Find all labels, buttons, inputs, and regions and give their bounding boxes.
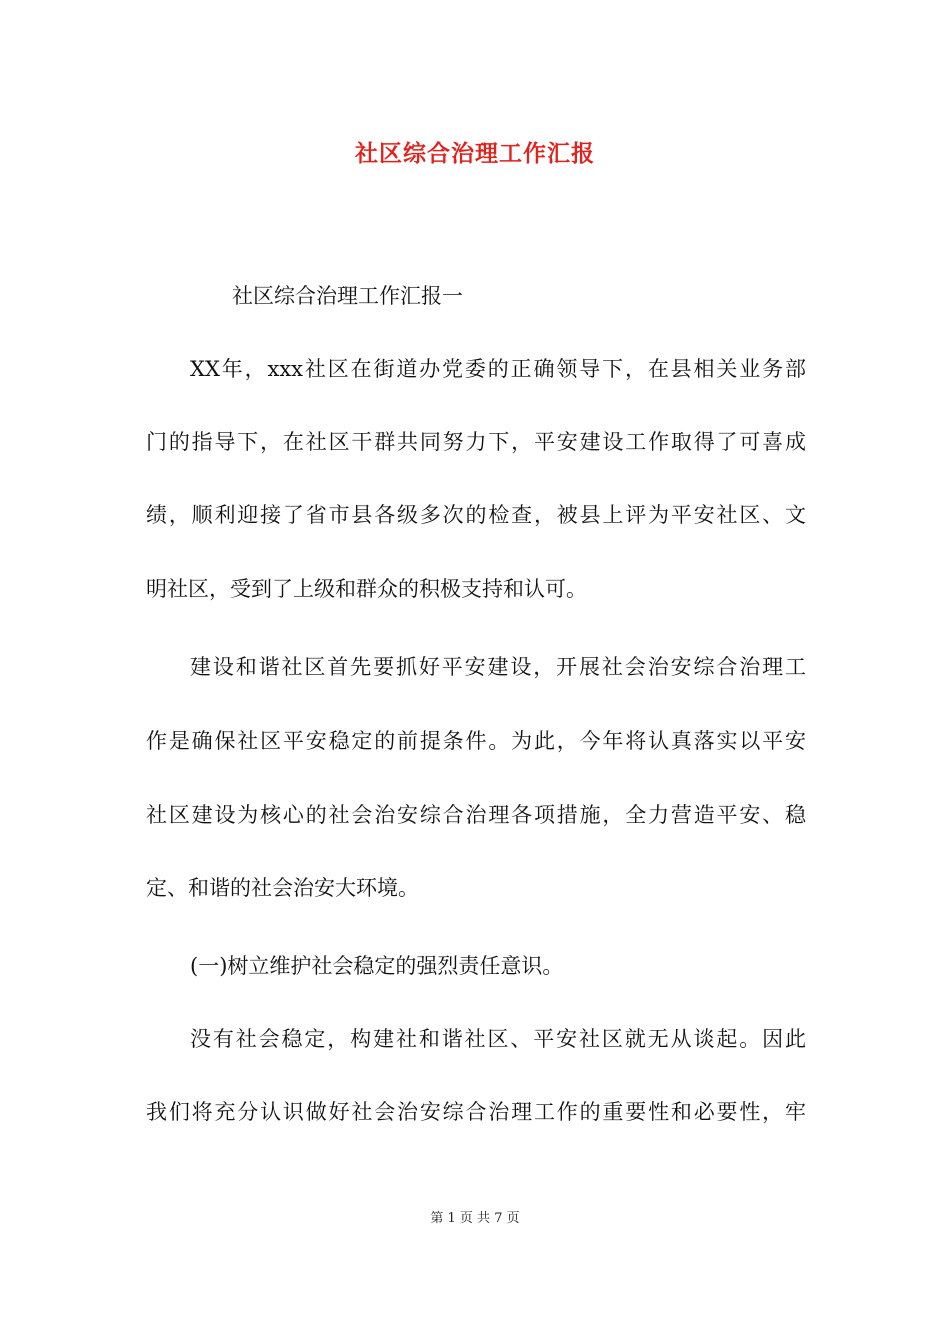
section-subtitle: 社区综合治理工作汇报一 bbox=[232, 284, 463, 308]
paragraph-line: 没有社会稳定，构建社和谐社区、平安社区就无从谈起。因此 bbox=[190, 1027, 806, 1051]
paragraph-line: 作是确保社区平安稳定的前提条件。为此，今年将认真落实以平安 bbox=[146, 729, 806, 753]
paragraph-line: 绩，顺利迎接了省市县各级多次的检查，被县上评为平安社区、文 bbox=[146, 503, 806, 527]
paragraph-line: 门的指导下，在社区干群共同努力下，平安建设工作取得了可喜成 bbox=[146, 430, 806, 454]
paragraph-line: 定、和谐的社会治安大环境。 bbox=[146, 876, 419, 900]
paragraph-line: XX年，xxx社区在街道办党委的正确领导下，在县相关业务部 bbox=[190, 357, 806, 381]
paragraph-line: 明社区，受到了上级和群众的积极支持和认可。 bbox=[146, 577, 587, 601]
paragraph-line: 建设和谐社区首先要抓好平安建设，开展社会治安综合治理工 bbox=[190, 655, 806, 679]
document-title: 社区综合治理工作汇报 bbox=[355, 140, 595, 167]
paragraph-line: 社区建设为核心的社会治安综合治理各项措施，全力营造平安、稳 bbox=[146, 803, 806, 827]
paragraph-line: 我们将充分认识做好社会治安综合治理工作的重要性和必要性，牢 bbox=[146, 1100, 806, 1124]
page-footer: 第 1 页 共 7 页 bbox=[430, 1211, 520, 1226]
section-heading: (一)树立维护社会稳定的强烈责任意识。 bbox=[190, 954, 564, 978]
